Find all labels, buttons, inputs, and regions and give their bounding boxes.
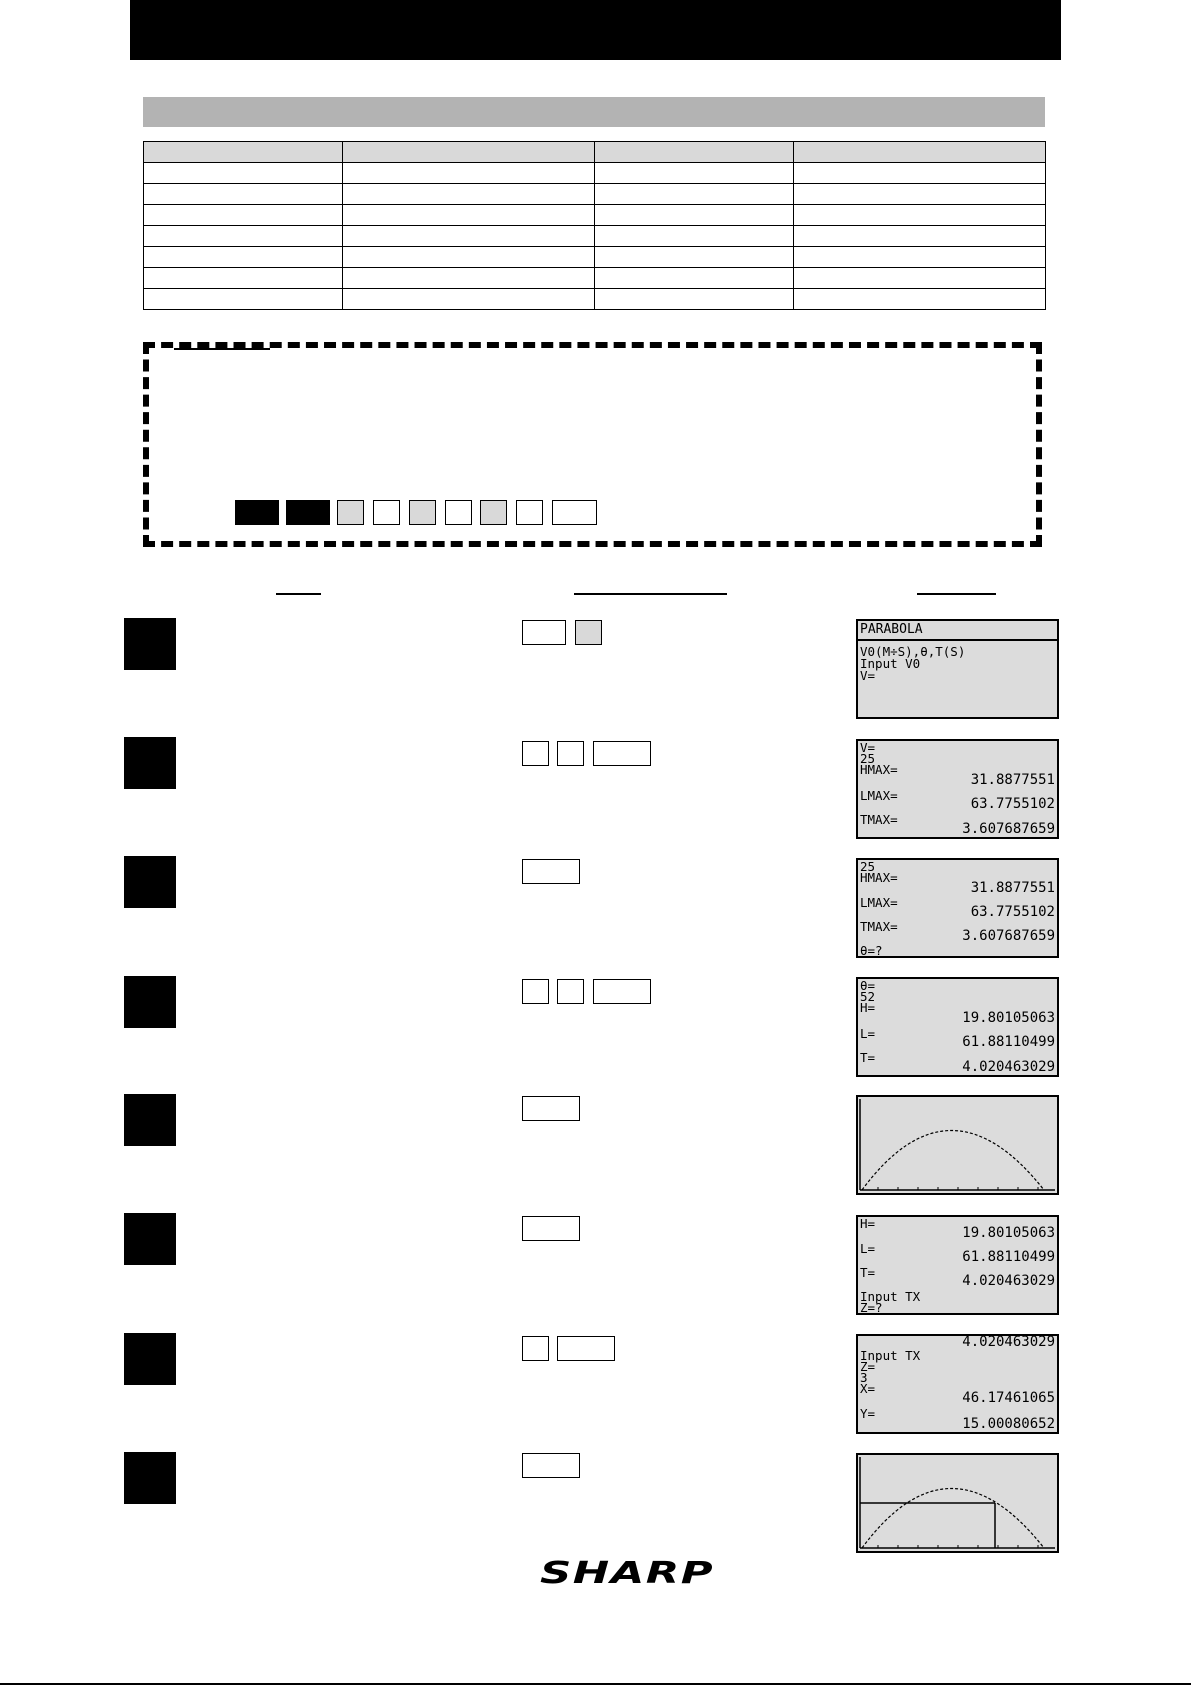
- screen-line: 25: [860, 751, 876, 766]
- screen-line: Input V0: [860, 656, 921, 671]
- sharp-logo: SHARP: [540, 1556, 715, 1591]
- screen-line: T=: [860, 1265, 876, 1280]
- screen-line: LMAX=: [860, 895, 898, 910]
- screen-value: 63.7755102: [970, 904, 1055, 920]
- screen-line: V0(M÷S),θ,T(S): [860, 644, 966, 659]
- key-button[interactable]: [522, 620, 566, 645]
- data-table: [143, 141, 1046, 310]
- screen-value: 61.88110499: [962, 1249, 1055, 1265]
- screen-line: V=: [860, 668, 876, 683]
- table-row: [144, 247, 1046, 268]
- table-row: [144, 226, 1046, 247]
- screen-line: H=: [860, 1216, 876, 1231]
- screen-line: Y=: [860, 1406, 876, 1421]
- screen-value: 3.607687659: [962, 928, 1055, 944]
- key-button[interactable]: [480, 500, 507, 525]
- screen-value: 19.80105063: [962, 1225, 1055, 1241]
- screen-line: V=: [860, 740, 876, 755]
- column-step-underline: [276, 593, 321, 595]
- screen-line: 25: [860, 859, 876, 874]
- enter-key[interactable]: [522, 1453, 580, 1478]
- screen-value: 4.020463029: [962, 1059, 1055, 1075]
- screen-line: T=: [860, 1050, 876, 1065]
- calculator-screen-6: [856, 1215, 1059, 1315]
- step-7-box: [124, 1333, 176, 1385]
- key-button[interactable]: [575, 620, 602, 645]
- key-button[interactable]: [516, 500, 543, 525]
- column-display-underline: [917, 593, 996, 595]
- program-title: PARABOLA: [858, 621, 1057, 641]
- key-button[interactable]: [522, 1336, 549, 1361]
- key-button[interactable]: [337, 500, 364, 525]
- enter-key[interactable]: [522, 1216, 580, 1241]
- column-key-underline: [574, 593, 727, 595]
- enter-key[interactable]: [557, 1336, 615, 1361]
- screen-line: LMAX=: [860, 788, 898, 803]
- screen-line: Z=: [860, 1359, 876, 1374]
- step-5-box: [124, 1094, 176, 1146]
- screen-line: TMAX=: [860, 812, 898, 827]
- key-button[interactable]: [235, 500, 279, 525]
- table-row: [144, 268, 1046, 289]
- screen-value: 4.020463029: [962, 1273, 1055, 1289]
- screen-value: 4.020463029: [962, 1334, 1055, 1350]
- screen-value: 61.88110499: [962, 1034, 1055, 1050]
- key-button[interactable]: [557, 979, 584, 1004]
- calculator-screen-4: [856, 977, 1059, 1077]
- screen-value: 31.8877551: [970, 880, 1055, 896]
- step-3-box: [124, 856, 176, 908]
- enter-key[interactable]: [522, 1096, 580, 1121]
- screen-value: 15.00080652: [962, 1416, 1055, 1432]
- screen-line: TMAX=: [860, 919, 898, 934]
- screen-value: 3.607687659: [962, 821, 1055, 837]
- enter-key[interactable]: [522, 859, 580, 884]
- parabola-graph: [858, 1097, 1057, 1193]
- parabola-trace-graph: [858, 1455, 1057, 1551]
- trajectory-curve: [862, 1489, 1044, 1549]
- table-header-row: [144, 142, 1046, 163]
- screen-line: X=: [860, 1381, 876, 1396]
- enter-key[interactable]: [593, 979, 651, 1004]
- step-6-box: [124, 1213, 176, 1265]
- key-button[interactable]: [286, 500, 330, 525]
- step-4-box: [124, 976, 176, 1028]
- screen-value: 63.7755102: [970, 796, 1055, 812]
- calculator-screen-1: [856, 619, 1059, 719]
- section-bar: [143, 97, 1045, 127]
- step-1-box: [124, 618, 176, 670]
- table-row: [144, 205, 1046, 226]
- screen-value: 46.17461065: [962, 1390, 1055, 1406]
- screen-line: HMAX=: [860, 762, 898, 777]
- screen-line: HMAX=: [860, 870, 898, 885]
- trajectory-curve: [862, 1131, 1044, 1191]
- screen-line: Input TX: [860, 1289, 921, 1304]
- screen-line: Input TX: [860, 1348, 921, 1363]
- screen-value: 19.80105063: [962, 1010, 1055, 1026]
- key-button[interactable]: [552, 500, 597, 525]
- screen-line: L=: [860, 1026, 876, 1041]
- calculator-screen-7: [856, 1334, 1059, 1434]
- key-button[interactable]: [522, 741, 549, 766]
- enter-key[interactable]: [593, 741, 651, 766]
- screen-line: 52: [860, 989, 876, 1004]
- calculator-screen-3: [856, 858, 1059, 958]
- key-button[interactable]: [522, 979, 549, 1004]
- screen-line: 3: [860, 1370, 868, 1385]
- key-button[interactable]: [445, 500, 472, 525]
- table-row: [144, 289, 1046, 310]
- screen-line: Z=?: [860, 1300, 883, 1315]
- calculator-screen-2: [856, 739, 1059, 839]
- table-row: [144, 184, 1046, 205]
- table-row: [144, 163, 1046, 184]
- key-button[interactable]: [409, 500, 436, 525]
- note-title-underline: [174, 348, 270, 350]
- screen-line: θ=: [860, 978, 876, 993]
- header-bar: [130, 0, 1061, 60]
- step-2-box: [124, 737, 176, 789]
- screen-line: H=: [860, 1000, 876, 1015]
- calculator-graph-2: [856, 1453, 1059, 1553]
- key-button[interactable]: [557, 741, 584, 766]
- key-button[interactable]: [373, 500, 400, 525]
- step-8-box: [124, 1452, 176, 1504]
- screen-line: θ=?: [860, 943, 883, 958]
- screen-value: 31.8877551: [970, 772, 1055, 788]
- calculator-graph-1: [856, 1095, 1059, 1195]
- screen-line: L=: [860, 1241, 876, 1256]
